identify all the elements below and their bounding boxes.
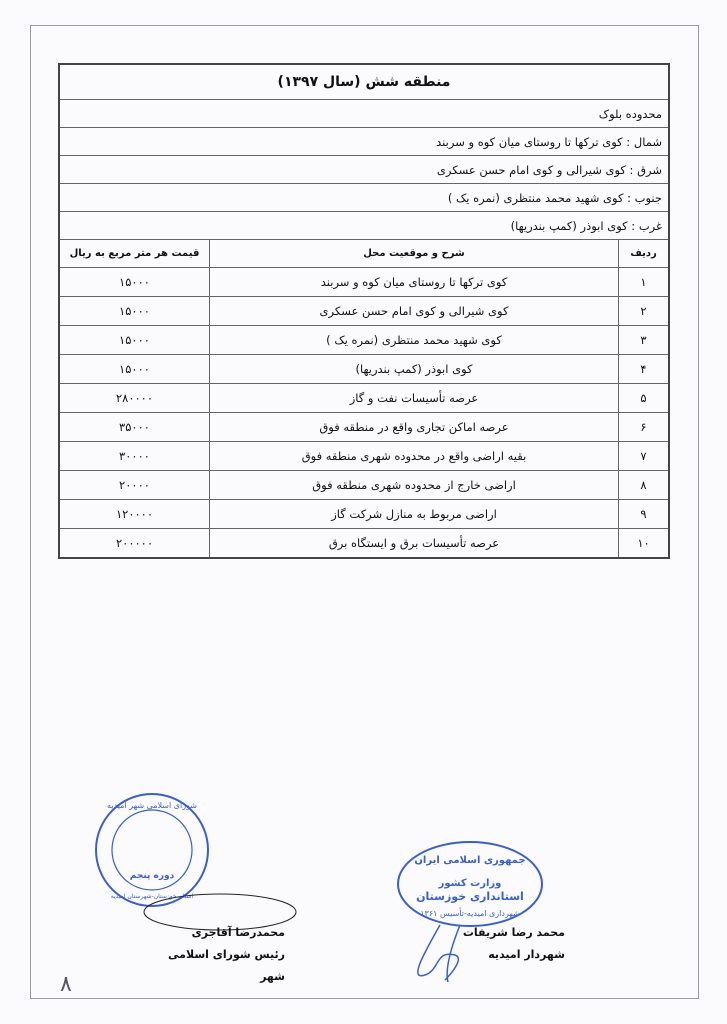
row-number: ۵ (619, 384, 670, 413)
price-table (58, 63, 670, 559)
row-number: ۸ (619, 471, 670, 500)
council-chair-title: رئیس شورای اسلامی شهر (168, 948, 285, 983)
row-description: عرصه تأسیسات برق و ایستگاه برق (210, 529, 619, 559)
row-number: ۱۰ (619, 529, 670, 559)
row-price: ۱۵۰۰۰ (59, 297, 210, 326)
column-header-price: قیمت هر متر مربع به ریال (59, 240, 210, 268)
table-row (59, 268, 669, 297)
row-description: عرصه تأسیسات نفت و گاز (210, 384, 619, 413)
boundary-west: غرب : کوی ابوذر (کمپ بندریها) (59, 212, 669, 240)
row-price: ۱۵۰۰۰ (59, 326, 210, 355)
svg-text:استانداری خوزستان: استانداری خوزستان (416, 890, 524, 903)
svg-text:شهرداری امیدیه-تأسیس ۱۳۶۱: شهرداری امیدیه-تأسیس ۱۳۶۱ (420, 909, 520, 918)
table-row (59, 297, 669, 326)
row-price: ۱۵۰۰۰ (59, 268, 210, 297)
mayor-name: محمد رضا شریفات (462, 926, 565, 939)
column-header-num: ردیف (619, 240, 670, 268)
row-price: ۱۵۰۰۰ (59, 355, 210, 384)
row-number: ۹ (619, 500, 670, 529)
row-description: کوی ابوذر (کمپ بندریها) (210, 355, 619, 384)
document-title: منطقه شش (سال ۱۳۹۷) (59, 64, 669, 100)
row-price: ۳۵۰۰۰ (59, 413, 210, 442)
table-row (59, 471, 669, 500)
row-description: اراضی مربوط به منازل شرکت گاز (210, 500, 619, 529)
row-description: بقیه اراضی واقع در محدوده شهری منطقه فوق (210, 442, 619, 471)
boundary-east: شرق : کوی شیرالی و کوی امام حسن عسکری (59, 156, 669, 184)
svg-text:استان خوزستان-شهرستان امیدیه: استان خوزستان-شهرستان امیدیه (110, 893, 194, 900)
svg-text:جمهوری اسلامی ایران: جمهوری اسلامی ایران (414, 855, 526, 866)
row-description: کوی شهید محمد منتظری (نمره یک ) (210, 326, 619, 355)
mayor-title: شهردار امیدیه (488, 948, 565, 961)
row-description: کوی شیرالی و کوی امام حسن عسکری (210, 297, 619, 326)
column-header-desc: شرح و موقعیت محل (210, 240, 619, 268)
page-number: ۸ (60, 972, 72, 997)
svg-text:شورای اسلامی شهر امیدیه: شورای اسلامی شهر امیدیه (107, 801, 197, 810)
row-price: ۲۸۰۰۰۰ (59, 384, 210, 413)
table-row (59, 529, 669, 559)
row-description: کوی ترکها تا روستای میان کوه و سربند (210, 268, 619, 297)
row-price: ۱۲۰۰۰۰ (59, 500, 210, 529)
table-row (59, 326, 669, 355)
row-price: ۲۰۰۰۰ (59, 471, 210, 500)
council-signature-block (150, 922, 285, 988)
svg-text:وزارت کشور: وزارت کشور (438, 878, 502, 889)
boundary-north: شمال : کوی ترکها تا روستای میان کوه و سربند (59, 128, 669, 156)
mayor-signature-block (430, 922, 565, 966)
row-number: ۷ (619, 442, 670, 471)
mayor-stamp (395, 838, 545, 930)
row-price: ۳۰۰۰۰ (59, 442, 210, 471)
table-row (59, 384, 669, 413)
row-number: ۱ (619, 268, 670, 297)
row-description: اراضی خارج از محدوده شهری منطقه فوق (210, 471, 619, 500)
svg-text:دوره پنجم: دوره پنجم (129, 871, 175, 881)
boundary-label: محدوده بلوک (59, 100, 669, 128)
row-number: ۳ (619, 326, 670, 355)
row-number: ۴ (619, 355, 670, 384)
council-chair-name: محمدرضا آقاجری (191, 926, 285, 939)
row-number: ۶ (619, 413, 670, 442)
table-row (59, 413, 669, 442)
table-row (59, 355, 669, 384)
row-price: ۲۰۰۰۰۰ (59, 529, 210, 559)
row-number: ۲ (619, 297, 670, 326)
boundary-south: جنوب : کوی شهید محمد منتظری (نمره یک ) (59, 184, 669, 212)
table-row (59, 442, 669, 471)
table-row (59, 500, 669, 529)
row-description: عرصه اماکن تجاری واقع در منطقه فوق (210, 413, 619, 442)
